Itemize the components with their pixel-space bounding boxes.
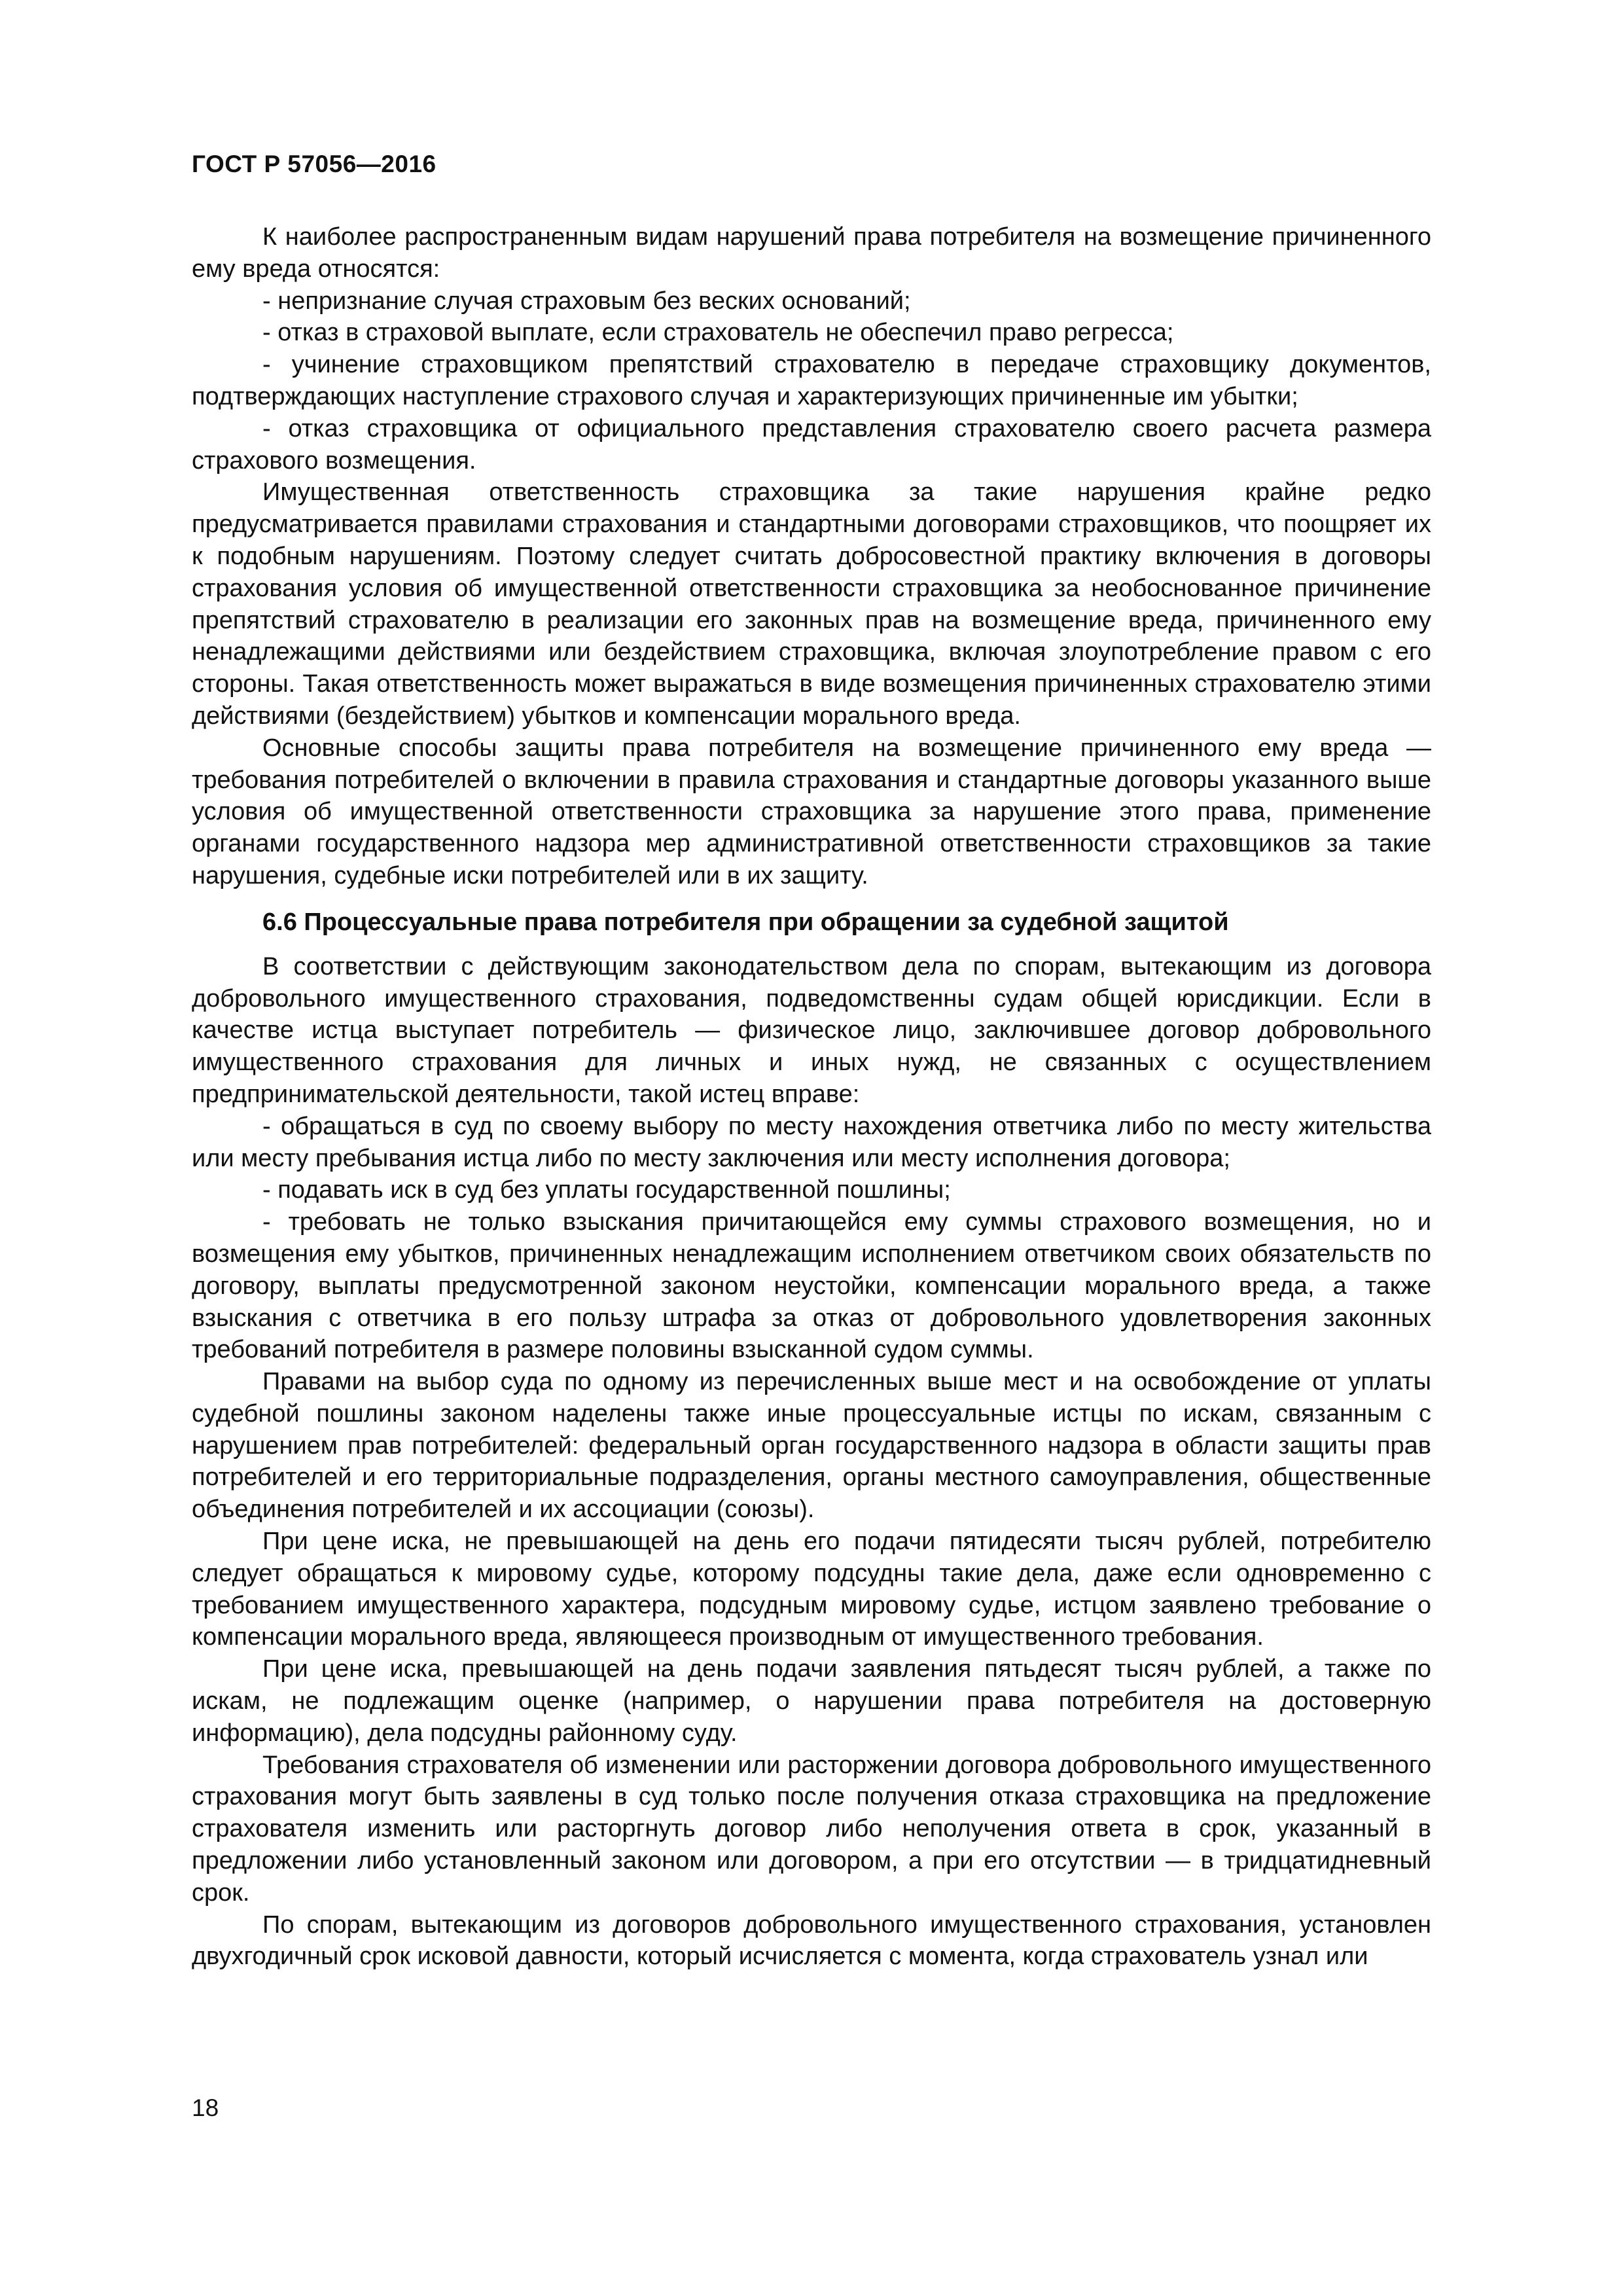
list-item: - отказ страховщика от официального представления страхователю своего расчета размера страхового возмещения. [192, 414, 1431, 475]
paragraph: Основные способы защиты права потребителя на возмещение причиненного ему вреда — требования потребителей о включении в правила страхования и стандартные договоры указанного выше условия об имущественной ответственности страховщика за нарушение этого права, применение органами государственного надзора мер административной ответственности страховщиков за такие нарушения, судебные иски потребителей или в их защиту. [192, 734, 1431, 889]
document-standard-id: ГОСТ Р 57056—2016 [192, 151, 437, 177]
section-heading: 6.6 Процессуальные права потребителя при обращении за судебной защитой [262, 908, 1229, 936]
paragraph: По спорам, вытекающим из договоров добровольного имущественного страхования, установлен двухгодичный срок исковой давности, который исчисляется с момента, когда страхователь узнал или [192, 1910, 1431, 1971]
list-item: - требовать не только взыскания причитающейся ему суммы страхового возмещения, но и возмещения ему убытков, причиненных ненадлежащим исполнением ответчиком своих обязательств по договору, выплаты предусмотренной законом неустойки, компенсации морального вреда, а также взыскания с ответчика в его пользу штрафа за отказ от добровольного удовлетворения законных требований потребителя в размере половины взысканной судом суммы. [192, 1208, 1431, 1364]
list-item: - учинение страховщиком препятствий страхователю в передаче страховщику документов, подтверждающих наступление страхового случая и характеризующих причиненные им убытки; [192, 351, 1431, 410]
paragraph: Имущественная ответственность страховщика за такие нарушения крайне редко предусматривается правилами страхования и стандартными договорами страховщиков, что поощряет их к подобным нарушениям. Поэтому следует считать добросовестной практику включения в договоры страхования условия об имущественной ответственности страховщика за необоснованное причинение препятствий страхователю в реализации его законных прав на возмещение вреда, причиненного ему ненадлежащими действиями или бездействием страховщика, включая злоупотребление правом с его стороны. Такая ответственность может выражаться в виде возмещения причиненных страхователю этими действиями (бездействием) убытков и компенсации морального вреда. [192, 478, 1431, 730]
list-item: - непризнание случая страховым без веских оснований; [262, 287, 911, 315]
list-item: - отказ в страховой выплате, если страхователь не обеспечил право регресса; [262, 319, 1174, 347]
paragraph: При цене иска, превышающей на день подачи заявления пятьдесят тысяч рублей, а также по искам, не подлежащим оценке (например, о нарушении права потребителя на достоверную информацию), дела подсудны районному суду. [192, 1655, 1431, 1747]
paragraph: Правами на выбор суда по одному из перечисленных выше мест и на освобождение от уплаты судебной пошлины законом наделены также иные процессуальные истцы по искам, связанным с нарушением прав потребителей: федеральный орган государственного надзора в области защиты прав потребителей и его территориальные подразделения, органы местного самоуправления, общественные объединения потребителей и их ассоциации (союзы). [192, 1368, 1431, 1524]
paragraph: К наиболее распространенным видам нарушений права потребителя на возмещение причиненного ему вреда относятся: [192, 223, 1431, 283]
paragraph: В соответствии с действующим законодательством дела по спорам, вытекающим из договора добровольного имущественного страхования, подведомственны судам общей юрисдикции. Если в качестве истца выступает потребитель — физическое лицо, заключившее договор добровольного имущественного страхования для личных и иных нужд, не связанных с осуществлением предпринимательской деятельности, такой истец вправе: [192, 952, 1431, 1108]
paragraph: Требования страхователя об изменении или расторжении договора добровольного имущественного страхования могут быть заявлены в суд только после получения отказа страховщика на предложение страхователя изменить или расторгнуть договор либо неполучения ответа в срок, указанный в предложении либо установленный законом или договором, а при его отсутствии — в тридцатидневный срок. [192, 1751, 1431, 1907]
page-number: 18 [192, 2094, 219, 2121]
list-item: - подавать иск в суд без уплаты государственной пошлины; [262, 1176, 951, 1204]
list-item: - обращаться в суд по своему выбору по месту нахождения ответчика либо по месту жительства или месту пребывания истца либо по месту заключения или месту исполнения договора; [192, 1112, 1431, 1172]
paragraph: При цене иска, не превышающей на день его подачи пятидесяти тысяч рублей, потребителю следует обращаться к мировому судье, которому подсудны такие дела, даже если одновременно с требованием имущественного характера, подсудным мировому судье, истцом заявлено требование о компенсации морального вреда, являющееся производным от имущественного требования. [192, 1528, 1431, 1651]
document-body [192, 221, 1431, 1973]
